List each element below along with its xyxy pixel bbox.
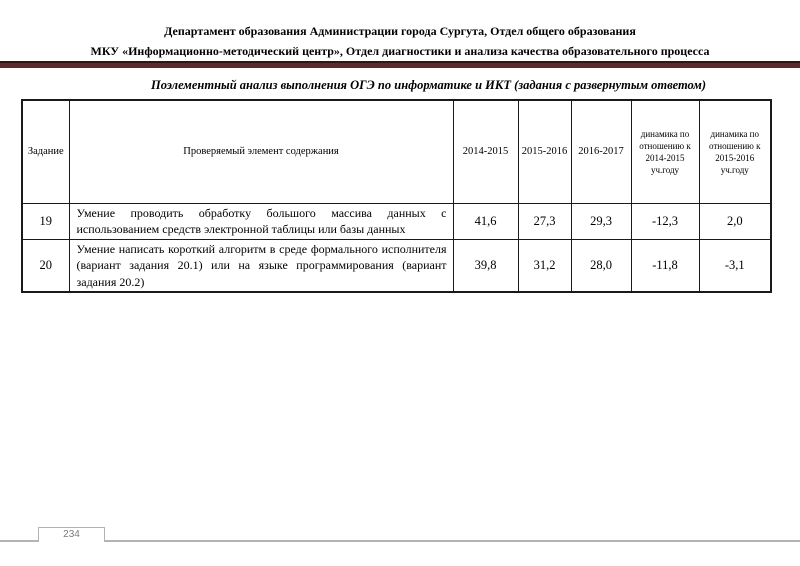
accent-divider-bar [0, 61, 800, 68]
task-number-cell: 20 [22, 239, 69, 292]
dynamics-2015-2016-cell: 2,0 [699, 203, 771, 239]
header-cell-dynamics-2015-2016: динамика по отношению к 2015-2016 уч.году [699, 100, 771, 203]
page-number: 234 [63, 529, 80, 540]
score-2014-2015-cell: 39,8 [453, 239, 518, 292]
task-number-cell: 19 [22, 203, 69, 239]
table-header-row [22, 100, 771, 203]
page-number-tab [38, 527, 105, 542]
score-2015-2016-cell: 27,3 [518, 203, 571, 239]
content-element-cell: Умение написать короткий алгоритм в среде формального исполнителя (вариант задания 20.1) или на языке программирования (вариант задания 20.2) [69, 239, 453, 292]
page-title: Поэлементный анализ выполнения ОГЭ по информатике и ИКТ (задания с развернутым ответом) [150, 78, 707, 92]
header-cell-2016-2017: 2016-2017 [571, 100, 631, 203]
footer-line [0, 540, 800, 542]
header-cell-2014-2015: 2014-2015 [453, 100, 518, 203]
table-row-task-20 [22, 239, 771, 292]
score-2014-2015-cell: 41,6 [453, 203, 518, 239]
header-cell-dynamics-2014-2015: динамика по отношению к 2014-2015 уч.году [631, 100, 699, 203]
score-2015-2016-cell: 31,2 [518, 239, 571, 292]
table-row-task-19 [22, 203, 771, 239]
analysis-table [21, 99, 772, 293]
document-header [0, 21, 800, 61]
score-2016-2017-cell: 28,0 [571, 239, 631, 292]
header-line-1: Департамент образования Администрации города Сургута, Отдел общего образования [164, 24, 636, 38]
header-line-2: МКУ «Информационно-методический центр», Отдел диагностики и анализа качества образовательного процесса [90, 44, 710, 58]
dynamics-2014-2015-cell: -11,8 [631, 239, 699, 292]
header-cell-2015-2016: 2015-2016 [518, 100, 571, 203]
dynamics-2014-2015-cell: -12,3 [631, 203, 699, 239]
header-cell-element: Проверяемый элемент содержания [69, 100, 453, 203]
header-cell-task: Задание [22, 100, 69, 203]
dynamics-2015-2016-cell: -3,1 [699, 239, 771, 292]
content-element-cell: Умение проводить обработку большого массива данных с использованием средств электронной таблицы или базы данных [69, 203, 453, 239]
score-2016-2017-cell: 29,3 [571, 203, 631, 239]
